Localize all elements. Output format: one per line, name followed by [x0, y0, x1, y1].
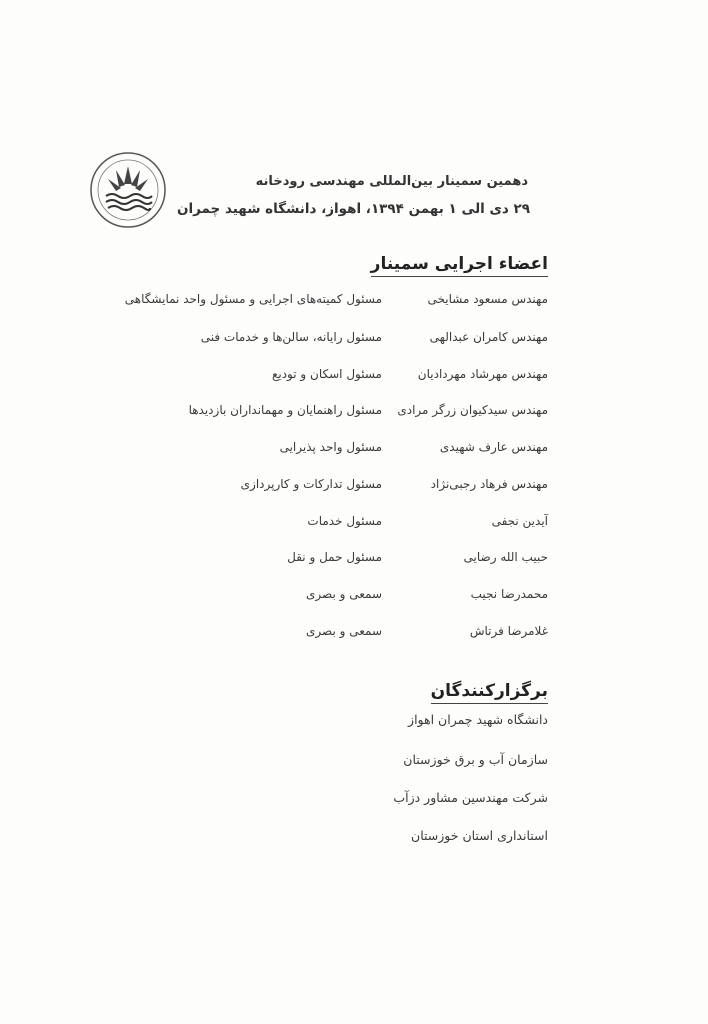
- member-row: [0, 477, 708, 501]
- member-name: مهندس سیدکیوان زرگر مرادی: [397, 403, 548, 417]
- seminar-date-location: ۲۹ دی الی ۱ بهمن ۱۳۹۴، اهواز، دانشگاه شهید چمران: [176, 201, 530, 217]
- member-role: مسئول کمیته‌های اجرایی و مسئول واحد نمایشگاهی: [124, 292, 382, 306]
- member-row: [0, 292, 708, 316]
- member-row: [0, 403, 708, 427]
- member-row: [0, 440, 708, 464]
- member-row: [0, 587, 708, 611]
- member-name: مهندس عارف شهیدی: [439, 440, 548, 454]
- member-role: مسئول اسکان و تودیع: [271, 367, 382, 381]
- member-name: حبیب الله رضایی: [463, 550, 548, 564]
- organizer-item: سازمان آب و برق خوزستان: [403, 752, 548, 767]
- member-name: مهندس مسعود مشایخی: [427, 292, 548, 306]
- member-name: مهندس فرهاد رجبی‌نژاد: [430, 477, 548, 491]
- member-role: مسئول واحد پذیرایی: [279, 440, 382, 454]
- member-name: آیدین نجفی: [491, 514, 548, 528]
- member-row: [0, 514, 708, 538]
- organizer-item: دانشگاه شهید چمران اهواز: [408, 712, 548, 727]
- member-role: مسئول تدارکات و کارپردازی: [240, 477, 382, 491]
- executive-section-title: اعضاء اجرایی سمینار: [371, 254, 548, 277]
- member-row: [0, 330, 708, 354]
- member-role: سمعی و بصری: [306, 624, 382, 638]
- member-role: مسئول راهنمایان و مهمانداران بازدیدها: [188, 403, 382, 417]
- seminar-title: دهمین سمینار بین‌المللی مهندسی رودخانه: [255, 174, 528, 189]
- member-name: مهندس مهرشاد مهردادیان: [417, 367, 548, 381]
- member-role: مسئول حمل و نقل: [287, 550, 382, 564]
- organizer-item: استانداری استان خوزستان: [411, 828, 548, 843]
- organizers-section-title: برگزارکنندگان: [431, 681, 548, 704]
- member-name: غلامرضا فرتاش: [469, 624, 548, 638]
- member-name: محمدرضا نجیب: [470, 587, 548, 601]
- member-role: مسئول خدمات: [307, 514, 382, 528]
- organizer-item: شرکت مهندسین مشاور دزآب: [393, 790, 548, 805]
- member-row: [0, 367, 708, 391]
- member-role: سمعی و بصری: [306, 587, 382, 601]
- seminar-logo-icon: [88, 150, 168, 230]
- member-name: مهندس کامران عبدالهی: [429, 330, 548, 344]
- member-row: [0, 550, 708, 574]
- member-row: [0, 624, 708, 648]
- member-role: مسئول رایانه، سالن‌ها و خدمات فنی: [200, 330, 382, 344]
